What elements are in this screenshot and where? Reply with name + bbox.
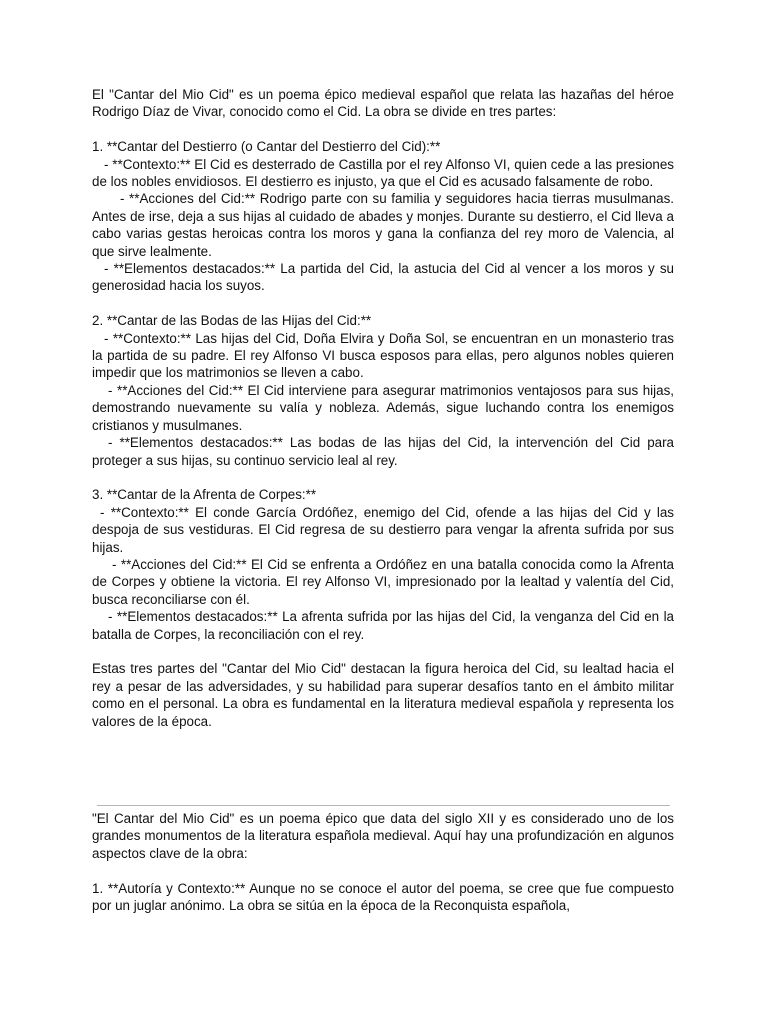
part2-elementos: - **Elementos destacados:** Las bodas de las hijas del Cid, la intervención del Cid para proteger a sus hijas, su continuo servicio leal al rey. [92,435,674,468]
second-intro-paragraph: "El Cantar del Mio Cid" es un poema épico que data del siglo XII y es considerado uno de los grandes monumentos de la literatura española medieval. Aquí hay una profundización en algunos aspectos clave de la obra: [92,811,674,861]
paragraph-spacer [92,295,674,312]
paragraph-spacer [92,643,674,660]
paragraph-spacer [92,469,674,486]
part3-heading: 3. **Cantar de la Afrenta de Corpes:** [92,487,317,503]
part1-acciones: - **Acciones del Cid:** Rodrigo parte con su familia y seguidores hacia tierras musulmanas. Antes de irse, deja a sus hijas al cuidado de abades y monjes. Durante su destierro, el Cid lleva a cabo varias gestas heroicas contra los moros y gana la confianza del rey moro de Valencia, al que sirve lealmente. [92,191,674,259]
document-body-continued [92,810,674,914]
part3-elementos: - **Elementos destacados:** La afrenta sufrida por las hijas del Cid, la venganza del Cid en la batalla de Corpes, la reconciliación con el rey. [92,609,674,642]
part2-acciones: - **Acciones del Cid:** El Cid interviene para asegurar matrimonios ventajosos para sus hijas, demostrando nuevamente su valía y nobleza. Además, sigue luchando contra los enemigos cristianos y musulmanes. [92,382,674,433]
part1-elementos: - **Elementos destacados:** La partida del Cid, la astucia del Cid al vencer a los moros y su generosidad hacia los suyos. [92,261,674,294]
part2-heading: 2. **Cantar de las Bodas de las Hijas del Cid:** [92,313,372,329]
part2-contexto: - **Contexto:** Las hijas del Cid, Doña Elvira y Doña Sol, se encuentran en un monasterio tras la partida de su padre. El rey Alfonso VI busca esposos para ellas, pero algunos nobles quieren impedir que los matrimonios se lleven a cabo. [92,330,674,381]
intro-paragraph: El "Cantar del Mio Cid" es un poema épico medieval español que relata las hazañas del héroe Rodrigo Díaz de Vivar, conocido como el Cid. La obra se divide en tres partes: [92,87,674,120]
paragraph-spacer [92,862,674,879]
paragraph-spacer [92,121,674,138]
part1-heading: 1. **Cantar del Destierro (o Cantar del Destierro del Cid):** [92,139,441,155]
part3-contexto: - **Contexto:** El conde García Ordóñez, enemigo del Cid, ofende a las hijas del Cid y las despoja de sus vestiduras. El Cid regresa de su destierro para vengar la afrenta sufrida por sus hijas. [92,504,674,555]
horizontal-divider [97,805,670,806]
document-body [92,86,674,730]
conclusion-paragraph: Estas tres partes del "Cantar del Mio Cid" destacan la figura heroica del Cid, su lealtad hacia el rey a pesar de las adversidades, y su habilidad para superar desafíos tanto en el ámbito militar como en el personal. La obra es fundamental en la literatura medieval española y representa los valores de la época. [92,661,674,729]
part3-acciones: - **Acciones del Cid:** El Cid se enfrenta a Ordóñez en una batalla conocida como la Afrenta de Corpes y obtiene la victoria. El rey Alfonso VI, impresionado por la lealtad y valentía del Cid, busca reconciliarse con él. [92,556,674,607]
second-item-1: 1. **Autoría y Contexto:** Aunque no se conoce el autor del poema, se cree que fue compuesto por un juglar anónimo. La obra se sitúa en la época de la Reconquista española, [92,880,674,914]
part1-contexto: - **Contexto:** El Cid es desterrado de Castilla por el rey Alfonso VI, quien cede a las presiones de los nobles envidiosos. El destierro es injusto, ya que el Cid es acusado falsamente de robo. [92,156,674,190]
